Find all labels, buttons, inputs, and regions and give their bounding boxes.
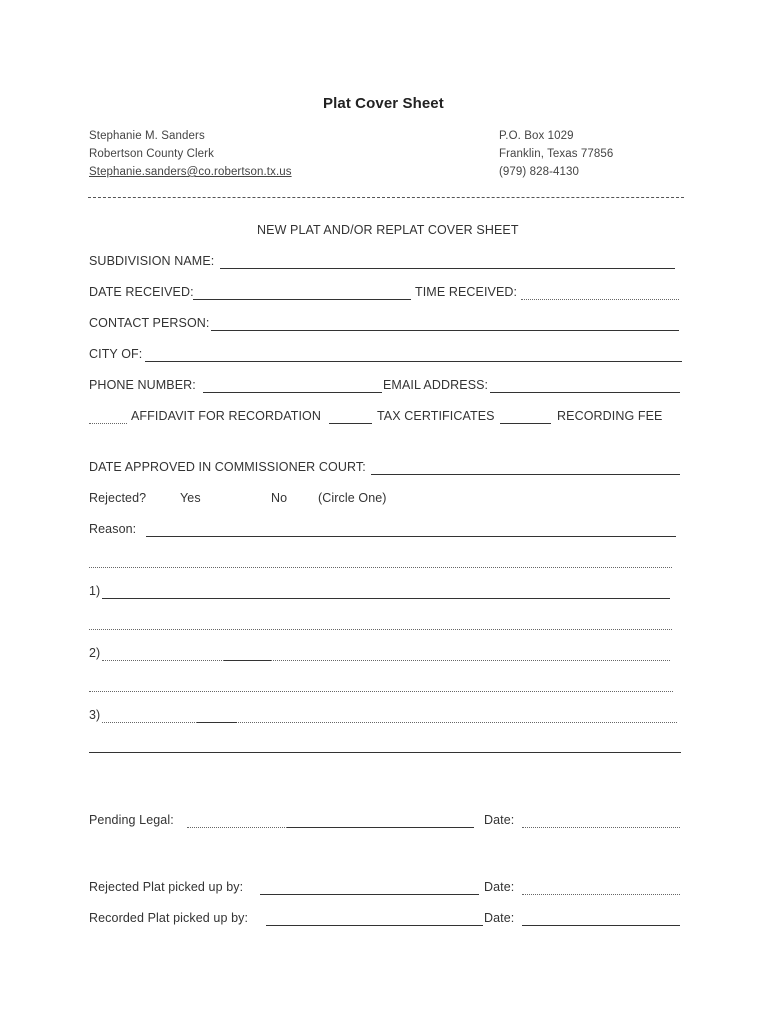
item-3-line-extra[interactable] xyxy=(89,752,681,753)
subdivision-field[interactable] xyxy=(220,268,675,269)
reason-label: Reason: xyxy=(89,522,137,536)
recorded-date-field[interactable] xyxy=(522,925,680,926)
rejected-date-field[interactable] xyxy=(522,894,680,895)
item-2-line-extra[interactable] xyxy=(89,691,673,692)
pending-date-label: Date: xyxy=(484,813,515,827)
tax-certificates-label: TAX CERTIFICATES xyxy=(377,409,495,423)
item-1-field[interactable] xyxy=(102,598,670,599)
city-state-zip: Franklin, Texas 77856 xyxy=(499,148,614,160)
header-separator xyxy=(88,197,684,198)
city-field[interactable] xyxy=(145,361,682,362)
no-option[interactable]: No xyxy=(271,491,288,505)
pending-legal-field[interactable] xyxy=(287,827,474,828)
office-phone: (979) 828-4130 xyxy=(499,166,580,178)
page-title: Plat Cover Sheet xyxy=(323,95,444,112)
contact-person-label: CONTACT PERSON: xyxy=(89,316,210,330)
yes-option[interactable]: Yes xyxy=(180,491,201,505)
email-label: EMAIL ADDRESS: xyxy=(383,378,489,392)
date-received-field[interactable] xyxy=(193,299,411,300)
phone-label: PHONE NUMBER: xyxy=(89,378,196,392)
item-2-field[interactable] xyxy=(102,660,670,661)
item-1-label: 1) xyxy=(89,584,101,598)
pending-legal-label: Pending Legal: xyxy=(89,813,174,827)
time-received-label: TIME RECEIVED: xyxy=(415,285,518,299)
item-2-label: 2) xyxy=(89,646,101,660)
circle-one-note: (Circle One) xyxy=(318,491,387,505)
rejected-pickup-field[interactable] xyxy=(260,894,479,895)
date-received-label: DATE RECEIVED: xyxy=(89,285,194,299)
tax-check-field[interactable] xyxy=(329,423,372,424)
rejected-pickup-label: Rejected Plat picked up by: xyxy=(89,880,244,894)
recorded-date-label: Date: xyxy=(484,911,515,925)
affidavit-label: AFFIDAVIT FOR RECORDATION xyxy=(131,409,322,423)
item-3-field[interactable] xyxy=(102,722,677,723)
contact-person-field[interactable] xyxy=(211,330,679,331)
reason-line-extra[interactable] xyxy=(89,567,672,568)
reason-field[interactable] xyxy=(146,536,676,537)
item-2-field-segment xyxy=(224,660,271,661)
clerk-email-link[interactable]: Stephanie.sanders@co.robertson.tx.us xyxy=(89,166,292,178)
po-box: P.O. Box 1029 xyxy=(499,130,574,142)
email-field[interactable] xyxy=(490,392,680,393)
recording-fee-label: RECORDING FEE xyxy=(557,409,663,423)
form-heading: NEW PLAT AND/OR REPLAT COVER SHEET xyxy=(257,223,519,237)
item-1-line-extra[interactable] xyxy=(89,629,672,630)
rejected-label: Rejected? xyxy=(89,491,147,505)
recorded-pickup-label: Recorded Plat picked up by: xyxy=(89,911,249,925)
clerk-name: Stephanie M. Sanders xyxy=(89,130,205,142)
pending-legal-field-a[interactable] xyxy=(187,827,287,828)
time-received-field[interactable] xyxy=(521,299,679,300)
city-label: CITY OF: xyxy=(89,347,143,361)
affidavit-check-field[interactable] xyxy=(89,423,127,424)
date-approved-field[interactable] xyxy=(371,474,680,475)
rejected-date-label: Date: xyxy=(484,880,515,894)
pending-date-field[interactable] xyxy=(522,827,680,828)
clerk-office: Robertson County Clerk xyxy=(89,148,214,160)
item-3-label: 3) xyxy=(89,708,101,722)
fee-check-field[interactable] xyxy=(500,423,551,424)
subdivision-label: SUBDIVISION NAME: xyxy=(89,254,215,268)
item-3-field-segment xyxy=(197,722,237,723)
phone-field[interactable] xyxy=(203,392,382,393)
recorded-pickup-field[interactable] xyxy=(266,925,483,926)
date-approved-label: DATE APPROVED IN COMMISSIONER COURT: xyxy=(89,460,366,474)
